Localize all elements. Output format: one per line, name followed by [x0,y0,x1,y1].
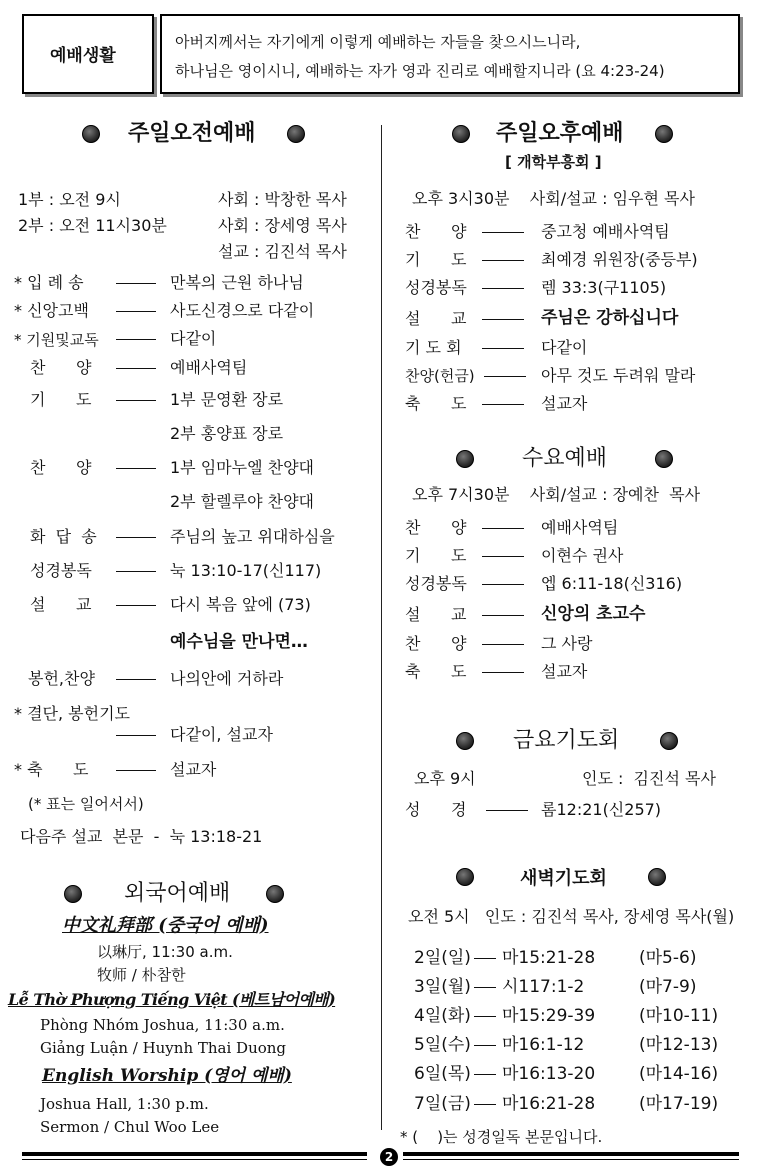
dawn-row-dash [474,1016,496,1017]
morning-order-label: 찬 양 [30,358,92,377]
morning-order-value: 주님의 높고 위대하심을 [170,527,335,546]
afternoon-order-label: 찬 양 [405,222,467,241]
order-dash [116,468,156,469]
afternoon-subtitle: [ 개학부흥회 ] [505,153,602,171]
wednesday-info: 오후 7시30분 사회/설교 : 장예찬 목사 [412,485,701,504]
dawn-row-day: 2일(일) [414,948,471,968]
dawn-row-reading: (마7-9) [639,977,697,997]
footer-rule-left-thin [22,1159,367,1160]
order-dash [116,679,156,680]
morning-order-value: 1부 임마누엘 찬양대 [170,458,314,477]
wednesday-order-value: 설교자 [541,662,588,681]
dawn-row-day: 5일(수) [414,1035,471,1055]
header-verse-box [160,14,740,94]
morning-order-label: 찬 양 [30,458,92,477]
morning-info-right: 사회 : 박창한 목사 [218,190,347,209]
morning-order-label: * 기원및교독 [14,331,99,349]
morning-info-left: 1부 : 오전 9시 [18,190,121,209]
order-dash [482,556,524,557]
morning-order-label: 화 답 송 [30,527,97,546]
order-dash [116,537,156,538]
afternoon-order-label: 찬양(헌금) [405,367,475,385]
section-bullet-icon [456,868,474,886]
wednesday-order-label: 설 교 [405,605,467,624]
dawn-row-passage: 시117:1-2 [502,977,585,997]
wednesday-order-label: 성경봉독 [405,574,467,593]
morning-order-label: 기 도 [30,390,92,409]
wednesday-order-label: 기 도 [405,546,467,565]
afternoon-order-label: 축 도 [405,394,467,413]
order-dash [482,232,524,233]
afternoon-order-value: 중고청 예배사역팀 [541,222,670,241]
order-dash [482,615,524,616]
dawn-row-dash [474,958,496,959]
morning-order-value: 2부 할렐루야 찬양대 [170,492,314,511]
morning-info-left: 2부 : 오전 11시30분 [18,216,167,235]
wednesday-order-value: 그 사랑 [541,634,593,653]
order-dash [482,348,524,349]
morning-order-value: 사도신경으로 다같이 [170,301,315,320]
header-verse-line-1: 아버지께서는 자기에게 이렇게 예배하는 자들을 찾으시느니라, [175,33,581,51]
vietnamese-service-pastor: Giảng Luận / Huynh Thai Duong [40,1039,287,1057]
dawn-row-reading: (마10-11) [639,1006,719,1026]
order-dash [486,810,528,811]
morning-note: (* 표는 일어서서) [28,795,144,813]
afternoon-order-value: 아무 것도 두려워 말라 [541,366,696,385]
morning-info-right: 사회 : 장세영 목사 [218,216,347,235]
order-dash [482,528,524,529]
morning-order-label: * 신앙고백 [14,301,89,320]
footer-rule-right [403,1152,739,1156]
order-dash [116,735,156,736]
header-label: 예배생활 [50,46,116,66]
friday-time: 오후 9시 [414,769,476,788]
order-dash [116,339,156,340]
section-bullet-icon [452,125,470,143]
morning-order-value: 만복의 근원 하나님 [170,273,304,292]
morning-order-value: 다같이 [170,329,217,348]
dawn-row-reading: (마17-19) [639,1094,719,1114]
dawn-row-dash [474,1104,496,1105]
afternoon-info: 오후 3시30분 사회/설교 : 임우현 목사 [412,189,695,208]
dawn-row-day: 4일(화) [414,1006,471,1026]
section-bullet-icon [456,732,474,750]
order-dash [116,605,156,606]
morning-order-value: 1부 문영환 장로 [170,390,284,409]
foreign-title: 외국어예배 [124,881,231,906]
afternoon-order-label: 기 도 [405,250,467,269]
dawn-row-dash [474,1045,496,1046]
footer-rule-right-thin [403,1159,739,1160]
order-dash [482,584,524,585]
dawn-row-passage: 마16:13-20 [502,1064,596,1084]
dawn-row-dash [474,987,496,988]
chinese-service-place: 以琳厅, 11:30 a.m. [97,943,233,961]
order-dash [116,283,156,284]
morning-sermon-title: 예수님을 만나면… [170,632,308,652]
wednesday-order-label: 찬 양 [405,518,467,537]
dawn-row-passage: 마16:21-28 [502,1094,596,1114]
dawn-row-passage: 마16:1-12 [502,1035,585,1055]
dawn-row-reading: (마12-13) [639,1035,719,1055]
column-divider [381,125,382,1130]
order-dash [484,376,526,377]
english-service-pastor: Sermon / Chul Woo Lee [40,1118,220,1136]
afternoon-order-value: 설교자 [541,394,588,413]
vietnamese-service-title: Lễ Thờ Phượng Tiếng Việt (베트남어예배) [8,990,336,1009]
afternoon-order-value: 다같이 [541,338,588,357]
section-bullet-icon [287,125,305,143]
morning-order-label: * 결단, 봉헌기도 [14,704,130,723]
dawn-row-day: 3일(월) [414,977,471,997]
section-bullet-icon [655,450,673,468]
order-dash [482,404,524,405]
wednesday-order-value: 이현수 권사 [541,546,624,565]
chinese-service-title: 中文礼拜部 (중국어 예배) [62,915,269,936]
header-verse-line-2: 하나님은 영이시니, 예배하는 자가 영과 진리로 예배할지니라 (요 4:23-24) [175,62,665,80]
dawn-row-reading: (마5-6) [639,948,697,968]
afternoon-order-value: 최예경 위원장(중등부) [541,250,698,269]
order-dash [482,319,524,320]
order-dash [116,311,156,312]
wednesday-sermon-title: 신앙의 초고수 [541,604,646,624]
english-service-title: English Worship (영어 예배) [42,1066,292,1086]
dawn-title: 새벽기도회 [520,868,607,889]
friday-scripture: 롬12:21(신257) [541,800,662,819]
order-dash [482,260,524,261]
section-bullet-icon [64,885,82,903]
order-dash [116,571,156,572]
section-bullet-icon [82,125,100,143]
order-dash [116,400,156,401]
morning-order-value: 눅 13:10-17(신117) [170,561,322,580]
morning-order-value: 나의안에 거하라 [170,669,284,688]
section-bullet-icon [456,450,474,468]
morning-info-right: 설교 : 김진석 목사 [218,242,347,261]
dawn-note: * ( )는 성경일독 본문입니다. [400,1128,603,1146]
morning-order-label: 성경봉독 [30,561,92,580]
afternoon-sermon-title: 주님은 강하십니다 [541,308,679,328]
section-bullet-icon [648,868,666,886]
friday-scripture-label: 성 경 [405,800,467,819]
morning-title: 주일오전예배 [128,121,256,146]
wednesday-order-label: 축 도 [405,662,467,681]
order-dash [482,288,524,289]
friday-title: 금요기도회 [513,728,620,753]
vietnamese-service-place: Phòng Nhóm Joshua, 11:30 a.m. [40,1016,285,1034]
friday-leader: 인도 : 김진석 목사 [582,769,716,788]
morning-order-label: 봉헌,찬양 [28,669,95,688]
chinese-service-pastor: 牧师 / 朴참한 [97,966,186,984]
section-bullet-icon [660,732,678,750]
morning-order-value: 다같이, 설교자 [170,725,273,744]
morning-order-value: 다시 복음 앞에 (73) [170,595,311,614]
footer-rule-left [22,1152,367,1156]
order-dash [116,368,156,369]
section-bullet-icon [266,885,284,903]
wednesday-order-value: 엡 6:11-18(신316) [541,574,683,593]
afternoon-order-value: 렘 33:3(구1105) [541,278,667,297]
morning-next-week: 다음주 설교 본문 - 눅 13:18-21 [20,827,263,846]
page-number: 2 [384,1150,394,1164]
dawn-row-day: 6일(목) [414,1064,471,1084]
afternoon-order-label: 기 도 회 [405,338,462,357]
afternoon-order-label: 성경봉독 [405,278,467,297]
afternoon-title: 주일오후예배 [496,121,624,146]
order-dash [482,644,524,645]
morning-order-value: 2부 홍양표 장로 [170,424,284,443]
order-dash [482,672,524,673]
wednesday-order-value: 예배사역팀 [541,518,619,537]
dawn-row-passage: 마15:21-28 [502,948,596,968]
section-bullet-icon [655,125,673,143]
dawn-row-day: 7일(금) [414,1094,471,1114]
morning-order-value: 예배사역팀 [170,358,248,377]
afternoon-order-label: 설 교 [405,309,467,328]
dawn-row-dash [474,1074,496,1075]
morning-order-label: * 입 례 송 [14,273,84,292]
english-service-place: Joshua Hall, 1:30 p.m. [40,1095,209,1113]
wednesday-title: 수요예배 [522,446,608,471]
dawn-info: 오전 5시 인도 : 김진석 목사, 장세영 목사(월) [408,907,735,926]
morning-order-label: * 축 도 [14,760,89,779]
dawn-row-passage: 마15:29-39 [502,1006,596,1026]
morning-order-value: 설교자 [170,760,217,779]
morning-order-label: 설 교 [30,595,92,614]
wednesday-order-label: 찬 양 [405,634,467,653]
order-dash [116,770,156,771]
dawn-row-reading: (마14-16) [639,1064,719,1084]
